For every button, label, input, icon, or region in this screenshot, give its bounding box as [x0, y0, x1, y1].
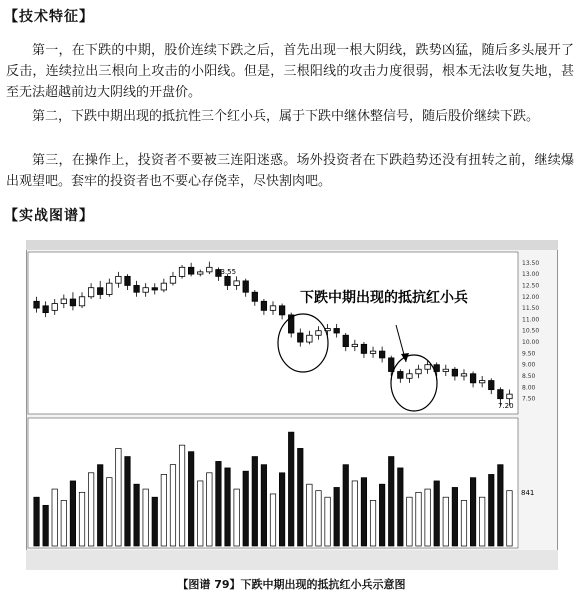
volume-bar: [470, 478, 475, 546]
candle-body: [507, 394, 512, 399]
volume-bar: [307, 484, 312, 546]
volume-bar: [316, 491, 321, 546]
candle-body: [279, 306, 284, 315]
candle-body: [43, 306, 48, 313]
price-tick-label: 7.50: [522, 395, 536, 403]
volume-bar: [370, 500, 375, 546]
candle-body: [134, 285, 139, 292]
candle-body: [298, 333, 303, 342]
price-tick-label: 9.00: [522, 361, 536, 369]
volume-bar: [161, 474, 166, 546]
chart-status-bar: [26, 550, 558, 570]
price-panel: [28, 252, 518, 414]
volume-bar: [416, 492, 421, 546]
volume-bar: [61, 500, 66, 546]
candle-body: [179, 267, 184, 276]
volume-bar: [298, 448, 303, 546]
candle-body: [125, 276, 130, 285]
candle-body: [343, 335, 348, 346]
volume-bar: [170, 465, 175, 546]
volume-bar: [188, 452, 193, 546]
price-tick-label: 9.50: [522, 350, 536, 358]
volume-bar: [407, 497, 412, 546]
volume-bar: [325, 497, 330, 546]
volume-bar: [279, 473, 284, 546]
candle-body: [234, 281, 239, 286]
price-tick-label: 12.50: [522, 282, 540, 290]
candle-body: [398, 372, 403, 379]
candle-body: [88, 288, 93, 297]
section-title-chart: 【实战图谱】: [4, 208, 94, 224]
volume-bar: [270, 494, 275, 546]
candle-body: [489, 381, 494, 390]
candle-body: [143, 288, 148, 293]
volume-bar: [107, 478, 112, 546]
candle-body: [116, 276, 121, 283]
price-tick-label: 8.00: [522, 384, 536, 392]
volume-bar: [225, 468, 230, 546]
volume-bar: [507, 491, 512, 546]
paragraph-1: 第一，在下跌的中期，股价连续下跌之后，首先出现一根大阴线，跌势凶猛，随后多头展开了反击，连续拉出三根向上攻击的小阳线。但是，三根阳线的攻击力度很弱，根本无法收复失地，甚至无法超越前边大阴线的开盘价。: [6, 43, 574, 100]
volume-bar: [134, 484, 139, 546]
candle-body: [61, 299, 66, 304]
candle-body: [198, 272, 203, 274]
price-tick-label: 8.50: [522, 373, 536, 381]
price-tick-label: 12.00: [522, 293, 540, 301]
volume-bar: [70, 481, 75, 546]
volume-bar: [152, 497, 157, 546]
candle-body: [225, 276, 230, 285]
candle-body: [52, 304, 57, 311]
candle-body: [334, 328, 339, 333]
volume-bar: [125, 457, 130, 546]
volume-bar: [52, 489, 57, 546]
price-high-label: 13.55: [216, 268, 237, 276]
price-low-label: 7.20: [498, 402, 514, 410]
volume-bar: [434, 481, 439, 546]
volume-bar: [425, 489, 430, 546]
volume-bar: [243, 471, 248, 546]
chart-annotation: 下跌中期出现的抵抗红小兵: [300, 290, 468, 306]
volume-bar: [143, 489, 148, 546]
volume-bar: [398, 468, 403, 546]
volume-bar: [361, 478, 366, 546]
section-title-tech: 【技术特征】: [4, 9, 94, 25]
volume-bar: [288, 432, 293, 546]
paragraph-2: 第二，下跌中期出现的抵抗性三个红小兵，属于下跌中继休整信号，随后股价继续下跌。: [32, 109, 540, 124]
candle-body: [79, 297, 84, 306]
volume-bar: [343, 465, 348, 546]
candle-body: [416, 369, 421, 374]
candle-body: [452, 369, 457, 376]
candlestick-chart: [26, 240, 558, 570]
price-tick-label: 13.50: [522, 259, 540, 267]
candle-body: [479, 381, 484, 383]
candle-body: [170, 276, 175, 283]
candle-body: [152, 288, 157, 290]
volume-bar: [198, 481, 203, 546]
volume-bar: [116, 448, 121, 546]
volume-bar: [388, 457, 393, 546]
candle-body: [97, 288, 102, 295]
candle-body: [388, 358, 393, 372]
price-tick-label: 13.00: [522, 271, 540, 279]
candle-body: [425, 365, 430, 370]
candle-body: [498, 390, 503, 399]
candle-body: [370, 351, 375, 353]
volume-bar: [261, 465, 266, 546]
candle-body: [361, 344, 366, 353]
candle-body: [252, 292, 257, 301]
candle-body: [461, 374, 466, 376]
volume-bar: [34, 497, 39, 546]
candle-body: [207, 267, 212, 272]
volume-bar: [88, 473, 93, 546]
volume-bar: [234, 489, 239, 546]
volume-bar: [379, 484, 384, 546]
candle-body: [270, 306, 275, 311]
candle-body: [261, 301, 266, 310]
price-tick-label: 10.00: [522, 339, 540, 347]
volume-axis-label: 841: [521, 489, 535, 497]
candle-body: [34, 301, 39, 308]
chart-toolbar: [26, 240, 558, 250]
price-tick-label: 11.50: [522, 305, 540, 313]
candle-body: [70, 299, 75, 306]
volume-bar: [461, 500, 466, 546]
candle-body: [352, 344, 357, 346]
price-tick-label: 10.50: [522, 327, 540, 335]
volume-bar: [179, 445, 184, 546]
volume-bar: [334, 487, 339, 546]
volume-bar: [216, 461, 221, 546]
volume-bar: [43, 505, 48, 546]
volume-bar: [207, 473, 212, 546]
volume-bar: [489, 474, 494, 546]
volume-bar: [252, 457, 257, 546]
candle-body: [161, 283, 166, 290]
volume-bar: [452, 487, 457, 546]
price-tick-label: 11.00: [522, 316, 540, 324]
candle-body: [107, 283, 112, 294]
candle-body: [307, 335, 312, 342]
candle-body: [379, 351, 384, 358]
candle-body: [188, 267, 193, 274]
candle-body: [470, 374, 475, 383]
volume-bar: [443, 497, 448, 546]
paragraph-3: 第三，在操作上，投资者不要被三连阳迷惑。场外投资者在下跌趋势还没有扭转之前，继续爆出观望吧。套牢的投资者也不要心存侥幸，尽快割肉吧。: [6, 153, 574, 189]
figure-caption: 【图谱 79】下跌中期出现的抵抗红小兵示意图: [177, 578, 406, 591]
candle-body: [316, 331, 321, 336]
candle-body: [407, 374, 412, 379]
volume-bar: [352, 481, 357, 546]
candle-body: [443, 369, 448, 371]
volume-bar: [79, 492, 84, 546]
volume-bar: [97, 465, 102, 546]
volume-bar: [479, 497, 484, 546]
candle-body: [243, 281, 248, 292]
volume-bar: [498, 465, 503, 546]
